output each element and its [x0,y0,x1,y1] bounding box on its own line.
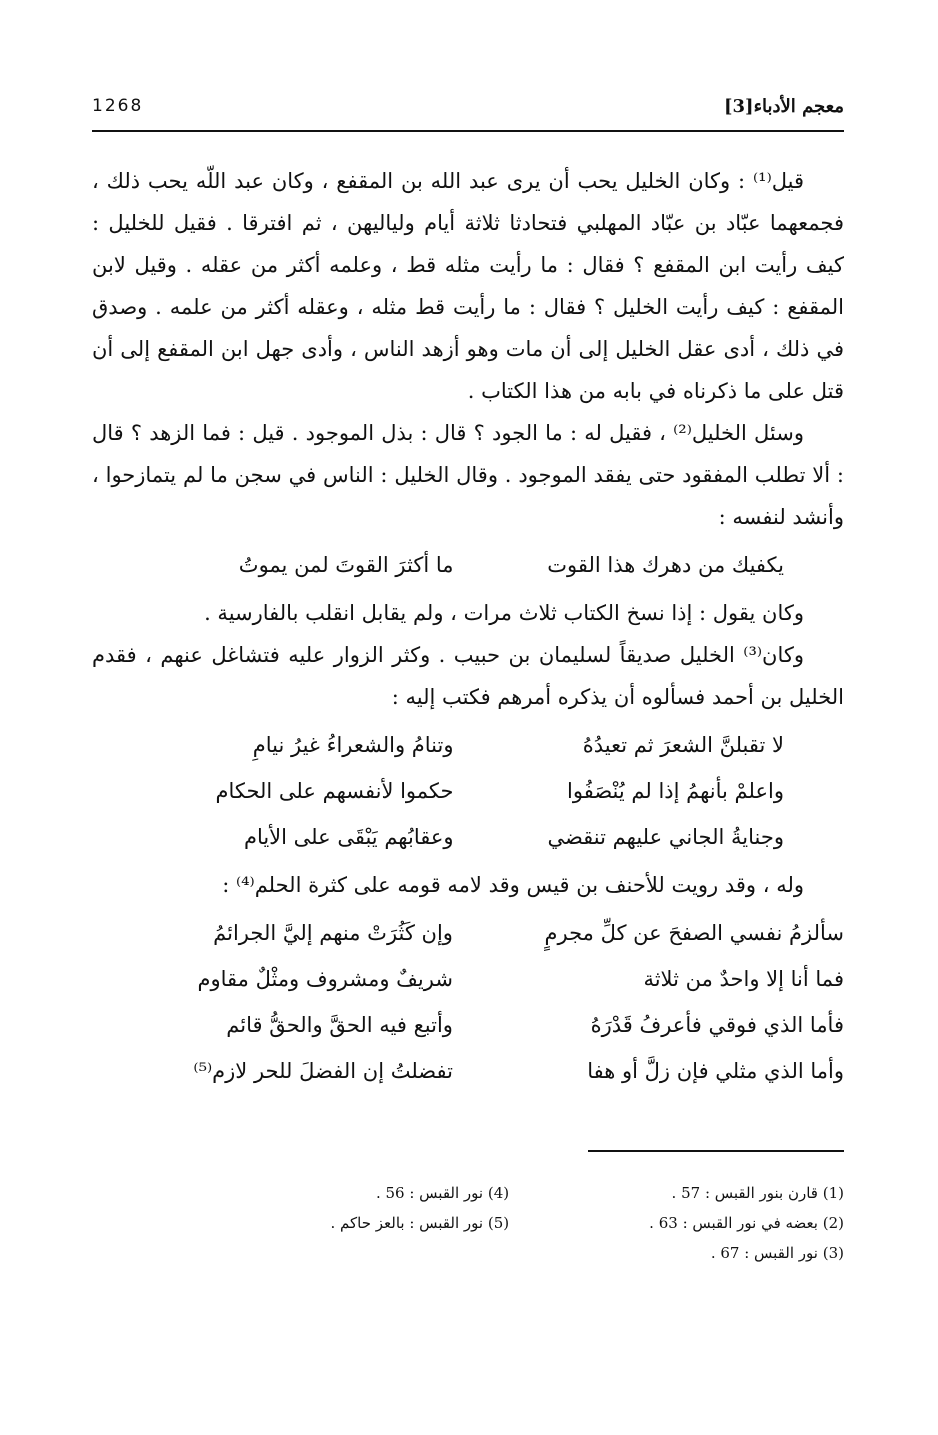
paragraph-khalil-ibn-muqaffa: قيل⁽¹⁾ : وكان الخليل يحب أن يرى عبد الله بن المقفع ، وكان عبد اللّه يحب ذلك ، فجمعهما عبّاد بن عبّاد المهلبي فتحادثا ثلاثة أيام ولياليهن ، ثم افترقا . فقيل للخليل : كيف رأيت ابن المقفع ؟ فقال : ما رأيت مثله قط ، وعلمه أكثر من عقله . وقيل لابن المقفع : كيف رأيت الخليل ؟ فقال : ما رأيت قط مثله ، وعقله أكثر من علمه . وصدق في ذلك ، أدى عقل الخليل إلى أن مات وهو أزهد الناس ، وأدى جهل ابن المقفع إلى أن قتل على ما ذكرناه في بابه من هذا الكتاب . [92,169,844,403]
page-header [92,96,844,126]
paragraph-ahnaf: وله ، وقد رويت للأحنف بن قيس وقد لامه قومه على كثرة الحلم⁽⁴⁾ : [222,873,804,897]
verse-line [92,1048,844,1094]
verse-block-1 [92,542,844,588]
verse-hemistich-second: حكموا لأنفسهم على الحكام [215,779,454,803]
footnote-1: (1) قارن بنور القبس : 57 . [671,1184,844,1202]
verse-line [92,814,844,860]
footnote-3: (3) نور القبس : 67 . [710,1244,844,1262]
verse-hemistich-first: يكفيك من دهرك هذا القوت [547,553,784,577]
verse-hemistich-second: تفضلتُ إن الفضلَ للحر لازم⁽⁵⁾ [193,1059,453,1083]
verse-line [92,542,844,588]
verse-hemistich-second: ما أكثرَ القوتَ لمن يموتُ [238,553,454,577]
verse-hemistich-second: وعقابُهم يَبْقَى على الأيام [243,825,454,849]
paragraph-copying: وكان يقول : إذا نسخ الكتاب ثلاث مرات ، ولم يقابل انقلب بالفارسية . [204,601,804,625]
footnote-5: (5) نور القبس : بالعز حاكم . [330,1214,510,1232]
verse-hemistich-first: وجنايةُ الجاني عليهم تنقضي [547,825,784,849]
verse-hemistich-second: وأتبع فيه الحقَّ والحقُّ قائم [226,1013,453,1037]
verse-hemistich-first: وأما الذي مثلي فإن زلَّ أو هفا [587,1059,844,1083]
verse-line [92,768,844,814]
verse-hemistich-second: وإن كَثُرَتْ منهم إليَّ الجرائمُ [213,921,453,945]
main-text [92,160,844,1098]
verse-line [92,910,844,956]
header-rule [92,130,844,132]
footnote-rule [588,1150,844,1152]
footnotes-left-column [200,1178,509,1268]
verse-line [92,956,844,1002]
running-title: معجم الأدباء[3] [723,96,844,117]
footnote-4: (4) نور القبس : 56 . [375,1184,510,1202]
footnotes-right-column [535,1178,844,1268]
paragraph-sulayman: وكان⁽³⁾ الخليل صديقاً لسليمان بن حبيب . وكثر الزوار عليه فتشاغل عنهم ، فقدم الخليل بن أحمد فسألوه أن يذكره أمرهم فكتب إليه : [92,643,844,709]
verse-block-2 [92,722,844,860]
verse-hemistich-first: فما أنا إلا واحدٌ من ثلاثة [643,967,844,991]
verse-hemistich-first: فأما الذي فوقي فأعرفُ قَدْرَهُ [590,1013,844,1037]
verse-hemistich-first: سألزمُ نفسي الصفحَ عن كلِّ مجرمٍ [544,921,844,945]
verse-hemistich-second: وتنامُ والشعراءُ غيرُ نيامِ [252,733,454,757]
verse-block-3 [92,910,844,1094]
verse-hemistich-first: واعلمْ بأنهمُ إذا لم يُنْصَفُوا [567,779,784,803]
footnotes [200,1178,844,1268]
verse-hemistich-second: شريفٌ ومشروف ومثْلٌ مقاوم [197,967,453,991]
verse-line [92,1002,844,1048]
verse-line [92,722,844,768]
verse-hemistich-first: لا تقبلنَّ الشعرَ ثم تعيدُهُ [582,733,784,757]
page-number: 1268 [92,96,144,116]
footnote-2: (2) بعضه في نور القبس : 63 . [649,1214,844,1232]
paragraph-generosity: وسئل الخليل⁽²⁾ ، فقيل له : ما الجود ؟ قال : بذل الموجود . قيل : فما الزهد ؟ قال : ألا تطلب المفقود حتى يفقد الموجود . وقال الخليل : الناس في سجن ما لم يتمازحوا ، وأنشد لنفسه : [92,421,844,529]
